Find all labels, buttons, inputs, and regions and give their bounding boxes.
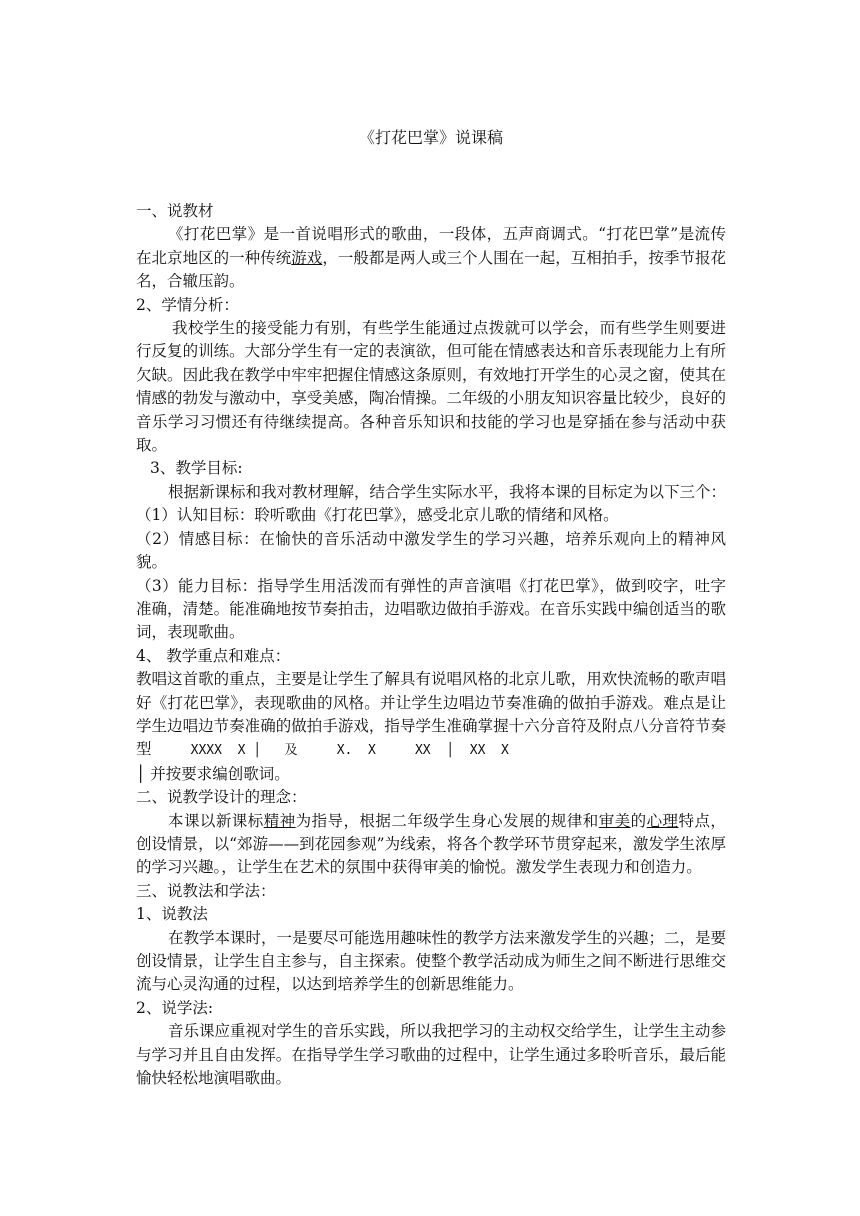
subheading-teaching-goals: 3、教学目标: bbox=[150, 459, 243, 478]
subheading-learning-method: 2、说学法: bbox=[136, 998, 214, 1017]
text-run: 《打花巴掌》是一首说唱形式的歌曲，一段体，五声商调式。“打花巴掌”是流传在北京地区的一种传统 bbox=[136, 225, 726, 267]
paragraph-goals-intro: 根据新课标和我对教材理解，结合学生实际水平，我将本课的目标定为以下三个： bbox=[168, 482, 727, 501]
subheading-key-points: 4、 教学重点和难点： bbox=[136, 646, 291, 665]
document-title: 《打花巴掌》说课稿 bbox=[358, 128, 503, 147]
paragraph-design-concept bbox=[136, 810, 726, 880]
underlined-word: 精神 bbox=[263, 811, 296, 830]
paragraph-material bbox=[136, 223, 726, 293]
underlined-word: 心理 bbox=[646, 811, 679, 830]
section-heading-3: 三、说教法和学法： bbox=[136, 881, 276, 900]
rhythm-notation: XXXX X │ 及 X. X XX │ XX X bbox=[151, 743, 509, 759]
text-run: 为指导，根据二年级学生身心发展的规律和 bbox=[295, 811, 599, 830]
text-run: 教唱这首歌的重点，主要是让学生了解具有说唱风格的北京儿歌，用欢快流畅的歌声唱好《打花巴掌》，表现歌曲的风格。并让学生边唱边节奏准确的做拍手游戏。难点是让学生边唱边节奏准确的做拍手游戏，指导学生准确掌握十六分音符及附点八分音符节奏型 bbox=[136, 670, 726, 759]
subheading-learner-analysis: 2、学情分析： bbox=[136, 295, 239, 314]
paragraph-learning-method: 音乐课应重视对学生的音乐实践，所以我把学习的主动权交给学生，让学生主动参与学习并且自由发挥。在指导学生学习歌曲的过程中，让学生通过多聆听音乐，最后能愉快轻松地演唱歌曲。 bbox=[136, 1022, 727, 1088]
section-heading-2: 二、说教学设计的理念： bbox=[136, 788, 307, 807]
underlined-word: 游戏 bbox=[291, 248, 323, 267]
text-run: 的 bbox=[630, 811, 647, 830]
goal-cognitive: （1）认知目标：聆听歌曲《打花巴掌》，感受北京儿歌的情绪和风格。 bbox=[136, 506, 619, 525]
text-run: ，一般都是两人或三个人围在一起，互相拍手，按季节报花名，合辙压韵。 bbox=[136, 248, 726, 291]
goal-ability: （3）能力目标：指导学生用活泼而有弹性的声音演唱《打花巴掌》，做到咬字，吐字准确，清楚。能准确地按节奏拍击，边唱歌边做拍手游戏。在音乐实践中编创适当的歌词，表现歌曲。 bbox=[136, 576, 726, 642]
text-run: 本课以新课标 bbox=[168, 811, 264, 830]
section-heading-1: 一、说教材 bbox=[136, 202, 214, 220]
text-run: │ 并按要求编创歌词。 bbox=[136, 764, 290, 783]
paragraph-learner-analysis: 我校学生的接受能力有别，有些学生能通过点拨就可以学会，而有些学生则要进行反复的训练。大部分学生有一定的表演欲，但可能在情感表达和音乐表现能力上有所欠缺。因此我在教学中牢牢把握住情感这条原则，有效地打开学生的心灵之窗，使其在情感的勃发与激动中，享受美感，陶冶情操。二年级的小朋友知识容量比较少，良好的音乐学习习惯还有待继续提高。各种音乐知识和技能的学习也是穿插在参与活动中获取。 bbox=[136, 319, 726, 455]
document-body bbox=[136, 200, 726, 1090]
goal-emotional: （2）情感目标：在愉快的音乐活动中激发学生的学习兴趣，培养乐观向上的精神风貌。 bbox=[136, 529, 726, 572]
paragraph-teaching-method: 在教学本课时，一是要尽可能选用趣味性的教学方法来激发学生的兴趣；二，是要创设情景，让学生自主参与，自主探索。使整个教学活动成为师生之间不断进行思维交流与心灵沟通的过程，以达到培养学生的创新思维能力。 bbox=[136, 928, 727, 994]
paragraph-key-points bbox=[136, 668, 726, 786]
underlined-word: 审美 bbox=[598, 811, 631, 830]
subheading-teaching-method: 1、说教法 bbox=[136, 905, 208, 924]
text-run: 特点，创设情景，以“郊游——到花园参观”为线索，将各个教学环节贯穿起来，激发学生浓厚的学习兴趣。，让学生在艺术的氛围中获得审美的愉悦。激发学生表现力和创造力。 bbox=[136, 811, 726, 877]
